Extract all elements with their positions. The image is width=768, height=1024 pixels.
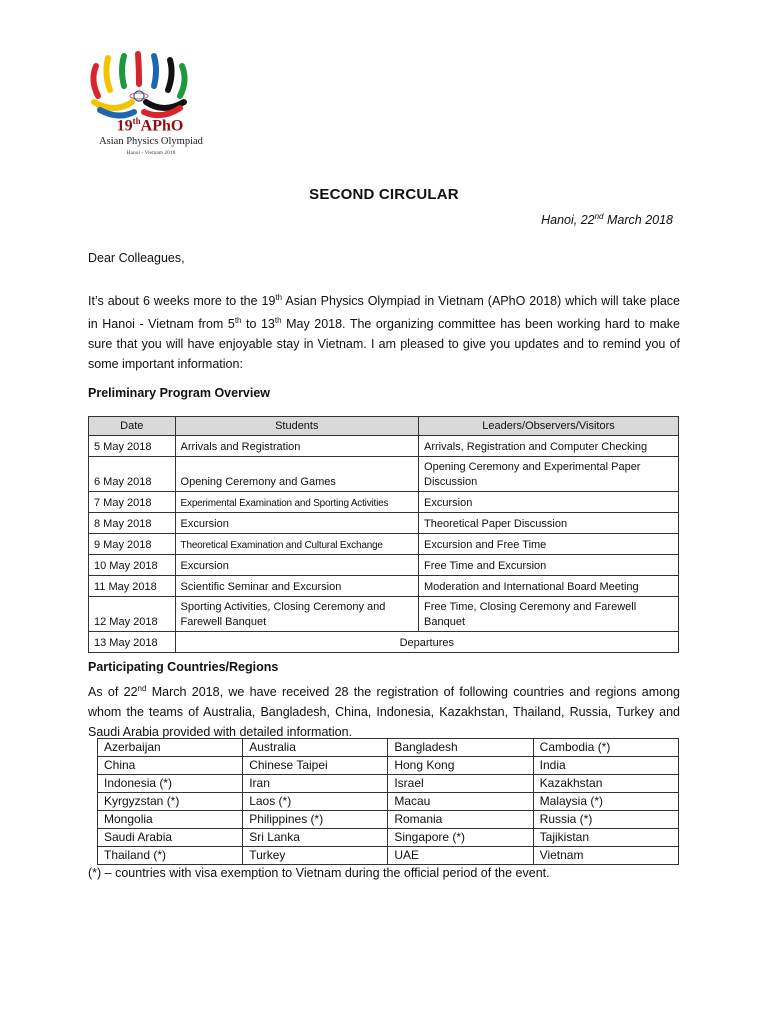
table-row xyxy=(89,436,679,457)
column-header: Leaders/Observers/Visitors xyxy=(419,417,679,436)
table-row xyxy=(98,811,679,829)
table-cell: India xyxy=(533,757,678,775)
table-cell: Opening Ceremony and Games xyxy=(175,457,418,492)
logo-edition: 19thAPhO xyxy=(116,116,184,135)
table-cell: Australia xyxy=(243,739,388,757)
greeting: Dear Colleagues, xyxy=(88,251,185,265)
table-row xyxy=(89,457,679,492)
letter-date: Hanoi, 22nd March 2018 xyxy=(541,212,673,228)
table-cell: Theoretical Examination and Cultural Exchange xyxy=(175,534,418,555)
table-cell: 5 May 2018 xyxy=(89,436,176,457)
table-cell: Cambodia (*) xyxy=(533,739,678,757)
table-cell: Arrivals and Registration xyxy=(175,436,418,457)
table-cell: Israel xyxy=(388,775,533,793)
column-header: Students xyxy=(175,417,418,436)
table-row xyxy=(89,576,679,597)
table-cell: Opening Ceremony and Experimental Paper Discussion xyxy=(419,457,679,492)
visa-footnote: (*) – countries with visa exemption to Vietnam during the official period of the event. xyxy=(88,866,550,880)
table-cell: Scientific Seminar and Excursion xyxy=(175,576,418,597)
countries-table xyxy=(97,738,679,865)
table-cell: 7 May 2018 xyxy=(89,492,176,513)
table-cell: Romania xyxy=(388,811,533,829)
table-cell: Vietnam xyxy=(533,847,678,865)
table-cell: Singapore (*) xyxy=(388,829,533,847)
table-cell: China xyxy=(98,757,243,775)
table-cell: 9 May 2018 xyxy=(89,534,176,555)
apho-logo xyxy=(84,50,204,162)
table-cell: Mongolia xyxy=(98,811,243,829)
table-cell: Free Time, Closing Ceremony and Farewell Banquet xyxy=(419,597,679,632)
apho-logo-icon xyxy=(84,50,204,120)
table-cell: 12 May 2018 xyxy=(89,597,176,632)
table-row xyxy=(89,513,679,534)
participating-heading: Participating Countries/Regions xyxy=(88,660,279,674)
page-title: SECOND CIRCULAR xyxy=(309,186,459,203)
intro-paragraph: It’s about 6 weeks more to the 19th Asian Physics Olympiad in Vietnam (APhO 2018) which will take place in Hanoi - Vietnam from 5th to 13th May 2018. The organizing committee has been working hard to make sure that you will have enjoyable stay in Vietnam. I am pleased to give you updates and to remind you of some important information: xyxy=(88,293,681,372)
table-cell: Excursion xyxy=(175,513,418,534)
table-cell: Free Time and Excursion xyxy=(419,555,679,576)
table-cell: 13 May 2018 xyxy=(89,632,176,653)
table-row xyxy=(89,534,679,555)
table-cell: Indonesia (*) xyxy=(98,775,243,793)
table-cell: Excursion and Free Time xyxy=(419,534,679,555)
table-row xyxy=(89,555,679,576)
table-cell: Bangladesh xyxy=(388,739,533,757)
table-cell: Chinese Taipei xyxy=(243,757,388,775)
table-cell: Sri Lanka xyxy=(243,829,388,847)
table-cell: Turkey xyxy=(243,847,388,865)
table-row xyxy=(98,829,679,847)
column-header: Date xyxy=(89,417,176,436)
table-row xyxy=(98,775,679,793)
table-row xyxy=(98,847,679,865)
table-row xyxy=(98,793,679,811)
table-cell: 6 May 2018 xyxy=(89,457,176,492)
table-cell: Iran xyxy=(243,775,388,793)
table-cell: Saudi Arabia xyxy=(98,829,243,847)
table-cell: Departures xyxy=(175,632,678,653)
table-cell: Arrivals, Registration and Computer Checking xyxy=(419,436,679,457)
table-cell: Russia (*) xyxy=(533,811,678,829)
table-cell: 10 May 2018 xyxy=(89,555,176,576)
table-cell: 8 May 2018 xyxy=(89,513,176,534)
table-row xyxy=(89,632,679,653)
table-row xyxy=(89,492,679,513)
table-row xyxy=(98,739,679,757)
table-cell: Malaysia (*) xyxy=(533,793,678,811)
table-cell: 11 May 2018 xyxy=(89,576,176,597)
table-cell: Thailand (*) xyxy=(98,847,243,865)
table-cell: Excursion xyxy=(175,555,418,576)
logo-subtitle: Hanoi - Vietnam 2018 xyxy=(126,150,176,156)
table-cell: Experimental Examination and Sporting Activities xyxy=(175,492,418,513)
program-table xyxy=(88,416,679,653)
table-cell: Theoretical Paper Discussion xyxy=(419,513,679,534)
table-cell: UAE xyxy=(388,847,533,865)
table-row xyxy=(98,757,679,775)
table-cell: Excursion xyxy=(419,492,679,513)
program-header-row xyxy=(89,417,679,436)
table-cell: Moderation and International Board Meeting xyxy=(419,576,679,597)
table-cell: Kazakhstan xyxy=(533,775,678,793)
table-cell: Sporting Activities, Closing Ceremony and Farewell Banquet xyxy=(175,597,418,632)
table-row xyxy=(89,597,679,632)
table-cell: Kyrgyzstan (*) xyxy=(98,793,243,811)
table-cell: Laos (*) xyxy=(243,793,388,811)
participating-paragraph: As of 22nd March 2018, we have received 28 the registration of following countries and regions among whom the teams of Australia, Bangladesh, China, Indonesia, Kazakhstan, Thailand, Russia, Turkey and Saudi Arabia provided with detailed information. xyxy=(88,684,680,740)
table-cell: Hong Kong xyxy=(388,757,533,775)
program-heading: Preliminary Program Overview xyxy=(88,386,271,400)
table-cell: Azerbaijan xyxy=(98,739,243,757)
table-cell: Tajikistan xyxy=(533,829,678,847)
table-cell: Philippines (*) xyxy=(243,811,388,829)
logo-name: Asian Physics Olympiad xyxy=(99,136,203,147)
table-cell: Macau xyxy=(388,793,533,811)
